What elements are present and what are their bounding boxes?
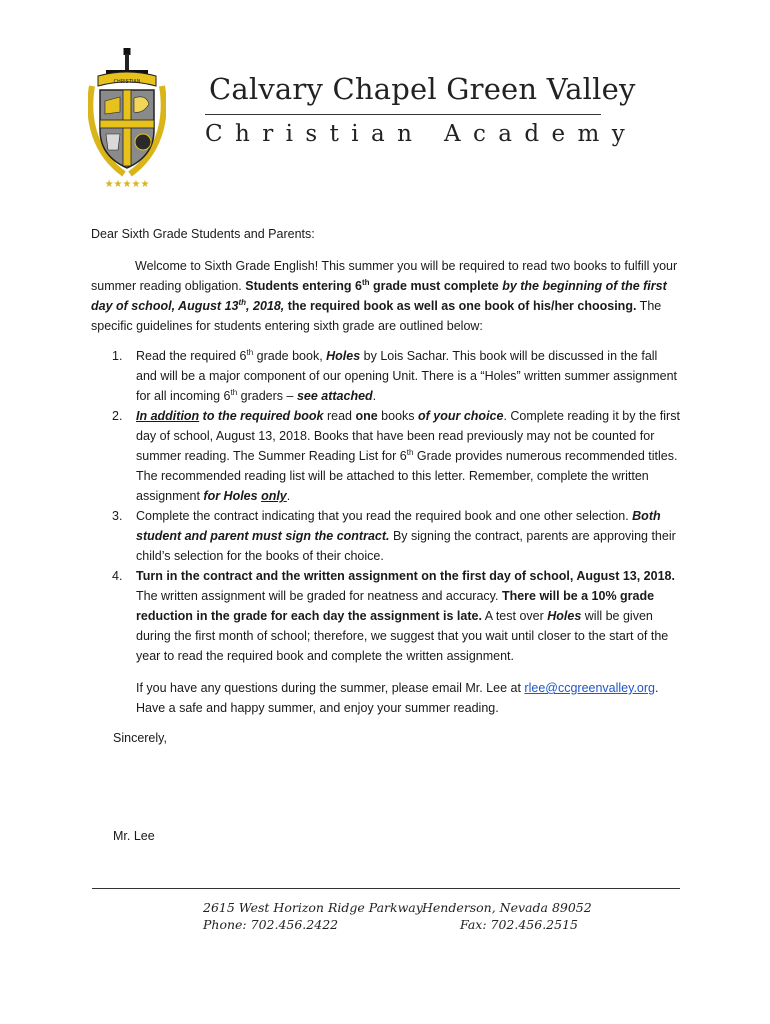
school-subtitle: Christian Academy [205,121,638,147]
list-item: 1. Read the required 6th grade book, Holes by Lois Sachar. This book will be discussed in the fall and will be a major component of our opening Unit. There is a “Holes” written summer assignment for all incoming 6th graders – see attached. [112,348,677,403]
school-crest-logo [88,46,166,192]
letter-body [91,224,681,846]
intro-paragraph: Welcome to Sixth Grade English! This summer you will be required to read two books to fulfill your summer reading obligation. Students entering 6th grade must complete by the beginning of the first day of school, August 13th, 2018, the required book as well as one book of his/her choosing. The specific guidelines for students entering sixth grade are outlined below: [91,259,678,333]
sign-off: Sincerely, [113,731,167,745]
footer-fax: Fax: 702.456.2515 [460,917,578,932]
list-number: 3. [112,509,123,523]
crest-banner-text: CHRISTIAN [113,79,141,85]
svg-text:★★★★★: ★★★★★ [104,179,150,190]
list-item: 3. Complete the contract indicating that you read the required book and one other selection. Both student and parent must sign the contract. By signing the contract, parents are approving their child’s selection for the books of their choice. [91,506,681,566]
list-number: 1. [112,349,123,363]
closing-paragraph: If you have any questions during the summer, please email Mr. Lee at rlee@ccgreenvalley.org. Have a safe and happy summer, and enjoy your summer reading. [136,681,659,715]
footer-address: 2615 West Horizon Ridge Parkway [203,900,423,915]
list-item: 4. Turn in the contract and the written assignment on the first day of school, August 13, 2018. The written assignment will be graded for neatness and accuracy. There will be a 10% grade reduction in the grade for each day the assignment is late. A test over Holes will be given during the first month of school; therefore, we suggest that you wait until closer to the start of the year to read the required book and complete the written assignment. [91,566,681,666]
email-link[interactable]: rlee@ccgreenvalley.org [524,681,655,695]
footer-phone: Phone: 702.456.2422 [203,917,339,932]
list-number: 2. [112,409,123,423]
footer-divider [92,888,680,889]
footer-city: Henderson, Nevada 89052 [422,900,592,915]
guidelines-list [91,346,681,666]
list-item: 2. In addition to the required book read one books of your choice. Complete reading it by the first day of school, August 13, 2018. Books that have been read previously may not be counted for summer reading. The Summer Reading List for 6th Grade provides numerous recommended titles. The recommended reading list will be attached to this letter. Remember, complete the written assignment for Holes only. [91,406,681,506]
signer-name: Mr. Lee [113,829,155,843]
greeting: Dear Sixth Grade Students and Parents: [91,227,315,241]
footer-right [422,899,592,933]
footer-left [203,899,423,933]
school-name: Calvary Chapel Green Valley [209,72,636,106]
list-number: 4. [112,569,123,583]
header-divider [205,114,601,115]
